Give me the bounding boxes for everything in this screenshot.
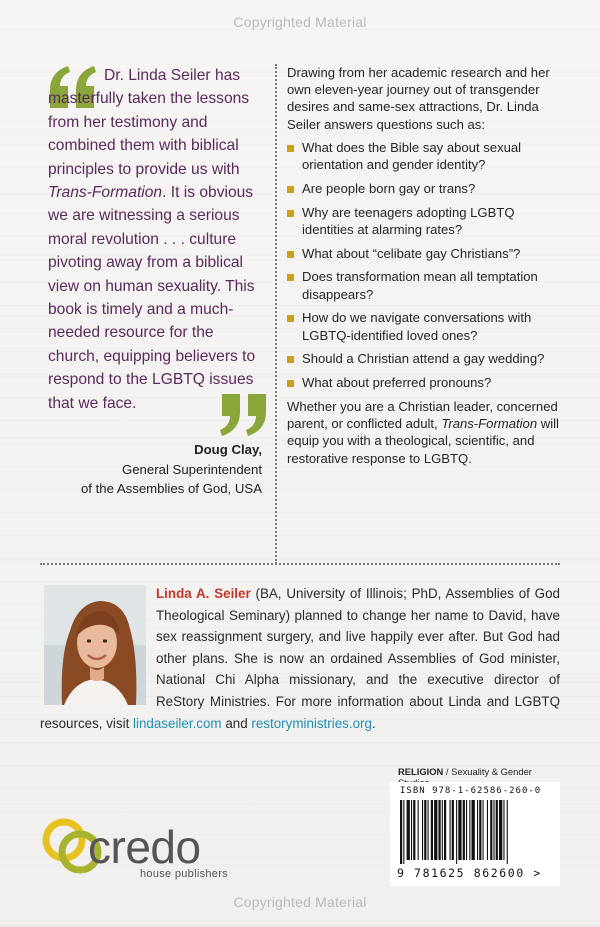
endorsement-quote [48,64,263,415]
square-bullet-icon [287,356,294,363]
attribution-name: Doug Clay, [194,442,262,457]
horizontal-dotted-divider [40,563,560,565]
author-name: Linda A. Seiler [156,586,251,601]
isbn-label: ISBN 978-1-62586-260-0 [400,786,542,796]
question-item: How do we navigate conversations with LGBTQ-identified loved ones? [287,309,567,343]
copyright-watermark-bottom: Copyrighted Material [233,894,367,910]
close-quote-icon [218,392,268,438]
quote-text-end: . It is obvious we are witnessing a serious moral revolution . . . culture pivoting away from a biblical view on human sexuality. This book is timely and a much-needed resource for the church, equipping believers to respond to the LGBTQ issues that we face. [48,184,256,412]
attribution-title-line-2: of the Assemblies of God, USA [80,481,262,496]
question-item: What does the Bible say about sexual orientation and gender identity? [287,139,567,173]
square-bullet-icon [287,251,294,258]
square-bullet-icon [287,210,294,217]
author-website-link[interactable]: lindaseiler.com [133,715,222,731]
vertical-dotted-divider [275,64,277,564]
copyright-watermark-top: Copyrighted Material [233,14,367,30]
publisher-subtitle: house publishers [140,868,228,880]
barcode-icon [398,800,554,864]
book-description [287,64,567,467]
question-item: What about preferred pronouns? [287,374,567,391]
quote-attribution [40,440,262,499]
question-item: What about “celibate gay Christians”? [287,245,567,262]
question-item: Why are teenagers adopting LGBTQ identities at alarming rates? [287,204,567,238]
square-bullet-icon [287,315,294,322]
outro-book-title: Trans-Formation [441,416,538,432]
ministry-website-link[interactable]: restoryministries.org [251,715,372,731]
description-outro: Whether you are a Christian leader, concerned parent, or conflicted adult, Trans-Formation will equip you with a theological, scientific, and restorative response to LGBTQ. [287,399,559,466]
author-bio: Linda A. Seiler (BA, University of Illinois; PhD, Assemblies of God Theological Seminary) planned to change her name to David, have sex reassignment surgery, and live happily ever after. But God had other plans. She is now an ordained Assemblies of God minister, National Chi Alpha missionary, and the executive director of ReStory Ministries. For more information about Linda and LGBTQ resources, visit lindaseiler.com and restoryministries.org. [40,586,560,731]
quote-book-title: Trans-Formation [48,184,163,202]
questions-list [287,139,567,392]
square-bullet-icon [287,145,294,152]
square-bullet-icon [287,380,294,387]
description-intro: Drawing from her academic research and her own eleven-year journey out of transgender desires and same-sex attractions, Dr. Linda Seiler answers questions such as: [287,65,550,132]
question-item: Should a Christian attend a gay wedding? [287,350,567,367]
question-item: Does transformation mean all temptation disappears? [287,268,567,302]
bio-text: (BA, University of Illinois; PhD, Assemblies of God Theological Seminary) planned to change her name to David, have sex reassignment surgery, and live happily ever after. But God had other plans. She is now an ordained Assemblies of God minister, National Chi Alpha missionary, and the executive director of ReStory Ministries. For more information about Linda and LGBTQ resources, visit [40,586,560,731]
book-category: RELIGION / Sexuality & Gender [398,766,532,777]
publisher-name: credo [88,821,201,873]
question-item: Are people born gay or trans? [287,180,567,197]
square-bullet-icon [287,274,294,281]
square-bullet-icon [287,186,294,193]
quote-text-start: Dr. Linda Seiler has masterfully taken the lessons from her testimony and combined them with biblical principles to provide us with [48,67,250,178]
attribution-title-line-1: General Superintendent [121,461,262,477]
barcode-digits: 9 781625 862600 > [397,866,542,880]
